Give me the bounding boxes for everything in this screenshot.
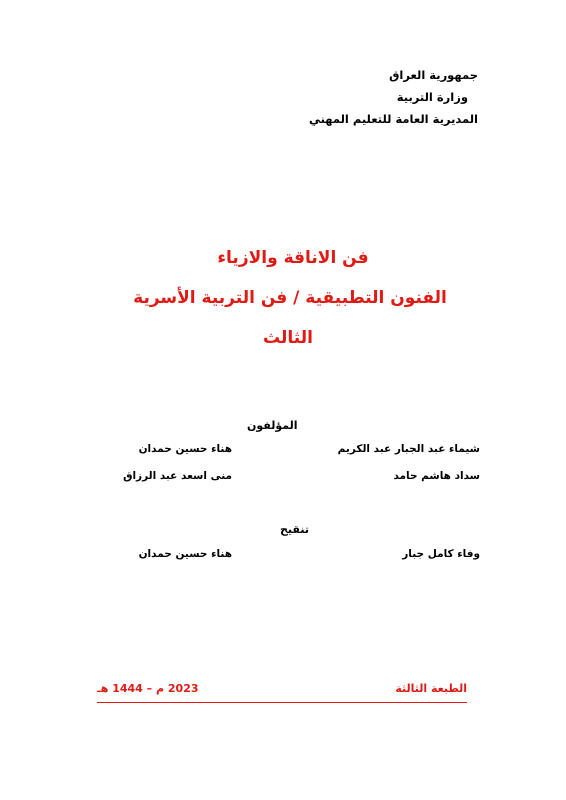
author-name: هناء حسين حمدان <box>138 443 232 455</box>
ministry-name: وزارة التربية <box>396 90 468 104</box>
authors-heading: المؤلفون <box>247 419 298 432</box>
subject-title: فن الاناقة والازياء <box>217 248 369 268</box>
country-name: جمهورية العراق <box>389 68 478 82</box>
reviewer-name: هناء حسين حمدان <box>138 548 232 560</box>
directorate-name: المديرية العامة للتعليم المهني <box>308 112 478 126</box>
edition-label: الطبعة الثالثة <box>395 682 467 695</box>
edition-footer <box>97 678 467 703</box>
publication-year: 2023 م – 1444 هـ <box>97 682 199 695</box>
branch-title: الفنون التطبيقية / فن التربية الأسرية <box>133 288 447 308</box>
author-name: منى اسعد عبد الرزاق <box>123 470 232 482</box>
review-heading: تنقيح <box>280 523 309 536</box>
header-block <box>278 66 478 136</box>
grade-title: الثالث <box>263 328 313 348</box>
author-name: شيماء عبد الجبار عبد الكريم <box>337 443 480 455</box>
reviewer-name: وفاء كامل جبار <box>402 548 480 560</box>
author-name: سداد هاشم حامد <box>393 470 480 482</box>
